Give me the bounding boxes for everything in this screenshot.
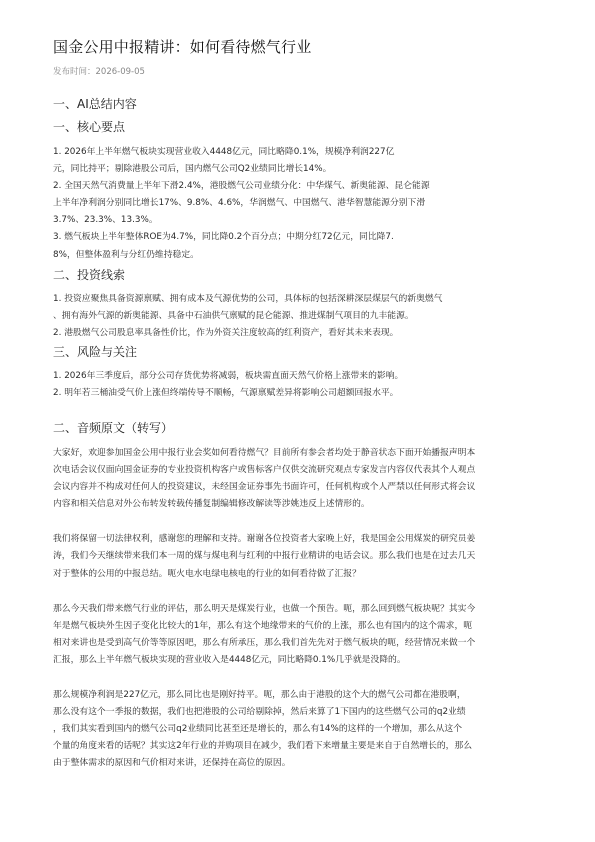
- transcript-line: 那么今天我们带来燃气行业的评估，那么明天是煤炭行业，也做一个预告。呃，那么回到燃气板块呢？其实今: [53, 603, 476, 614]
- key-point-line: 上半年净利润分别同比增长17%、9.8%、4.6%，华润燃气、中国燃气、港华智慧能源分别下滑: [53, 198, 426, 209]
- transcript-line: 对于整体的公用的中报总结。呃火电水电绿电核电的行业的如何看待做了汇报？: [53, 568, 361, 579]
- document-page: [53, 36, 583, 78]
- risks-section: [53, 344, 588, 402]
- transcript-line: 那么规模净利润是227亿元，那么同比也是刚好持平。呃，那么由于港股的这个大的燃气公司都在港股啊，: [53, 690, 466, 701]
- publish-date-value: 2026-09-05: [95, 67, 145, 77]
- transcript-line: 个量的角度来看的话呢？其实这2年行业的并购项目在减少，我们看下来增量主要是来自于自然增长的，那么: [53, 741, 473, 752]
- risks-list: [53, 368, 588, 402]
- investment-line: 2. 港股燃气公司股息率具备性价比，作为外资关注度较高的红利资产，看好其未来表现。: [53, 328, 399, 339]
- transcript-heading: 二、音频原文（转写）: [53, 421, 174, 435]
- key-points-section: [53, 119, 588, 264]
- transcript-line: 我们将保留一切法律权利，感谢您的理解和支持。谢谢各位投资者大家晚上好，我是国金公用煤炭的研究员姜: [53, 534, 476, 545]
- transcript-paragraph: [53, 445, 588, 513]
- transcript-line: 涛，我们今天继续带来我们本一周的煤与煤电利与红利的中报行业精讲的电话会议。那么我们也是在过去几天: [53, 551, 476, 562]
- transcript-line: 相对来讲也是受到高气价等等原因吧，那么有所承压，那么我们首先先对于燃气板块的呃，经营情况来做一个: [53, 637, 476, 648]
- transcript-line: ，我们其实看到国内的燃气公司q2业绩同比甚至还是增长的，那么有14%的这样的一个增加，那么从这个: [53, 724, 463, 735]
- investment-line: 、拥有海外气源的新奥能源、具备中石油供气禀赋的昆仑能源、推进煤制气项目的九丰能源。: [53, 311, 414, 322]
- transcript-section: [53, 420, 588, 773]
- key-points-heading: 一、核心要点: [53, 120, 126, 134]
- key-point-line: 3. 燃气板块上半年整体ROE为4.7%，同比降0.2个百分点；中期分红72亿元，同比降7.: [53, 232, 394, 243]
- transcript-line: 次电话会议仅面向国金证券的专业投资机构客户或售标客户仅供交流研究观点专家发言内容仅代表其个人观点: [53, 465, 476, 476]
- transcript-paragraph: [53, 601, 588, 669]
- transcript-paragraph: [53, 687, 588, 772]
- risk-line: 2. 明年若三桶油受气价上涨但终端传导不顺畅，气源禀赋差异将影响公司超额回报水平。: [53, 388, 399, 399]
- ai-summary-heading: 一、AI总结内容: [53, 97, 137, 111]
- investment-section: [53, 267, 588, 342]
- transcript-line: 年是燃气板块外生因子变化比较大的1年，那么有这个地缘带来的气价的上涨，那么也有国内的这个需求，呃: [53, 620, 473, 631]
- investment-line: 1. 投资应聚焦具备资源禀赋、拥有成本及气源优势的公司，具体标的包括深耕深层煤层气的新奥燃气: [53, 294, 443, 304]
- transcript-line: 由于整体需求的原因和气价相对来讲，还保持在高位的原因。: [53, 758, 291, 769]
- key-point-line: 元，同比持平；剔除港股公司后，国内燃气公司Q2业绩同比增长14%。: [53, 164, 332, 175]
- ai-summary-section: [53, 96, 588, 113]
- transcript-line: 会议内容并不构成对任何人的投资建议，未经国金证券事先书面许可，任何机构或个人严禁以任何形式将会议: [53, 482, 476, 493]
- key-point-line: 2. 全国天然气消费量上半年下滑2.4%，港股燃气公司业绩分化：中华煤气、新奥能源、昆仑能源: [53, 181, 430, 192]
- key-point-line: 3.7%、23.3%、13.3%。: [53, 215, 158, 226]
- transcript-line: 那么没有这个一季报的数据，我们也把港股的公司给剔除掉，然后来算了1下国内的这些燃气公司的q2业绩: [53, 707, 466, 718]
- investment-heading: 二、投资线索: [53, 268, 126, 282]
- transcript-line: 内容和相关信息对外公布转发转载传播复制编辑修改解读等涉姚违反上述情形的。: [53, 499, 370, 510]
- key-points-list: [53, 144, 588, 264]
- risks-heading: 三、风险与关注: [53, 345, 138, 359]
- page-title: 国金公用中报精讲：如何看待燃气行业: [53, 38, 312, 56]
- publish-date-row: [53, 66, 583, 78]
- risk-line: 1. 2026年三季度后，部分公司存货优势将减弱，板块需直面天然气价格上涨带来的影响。: [53, 371, 404, 381]
- transcript-line: 大家好，欢迎参加国金公用中报行业会奖如何看待燃气？目前所有参会者均处于静音状态下面开始播报声明本: [53, 448, 476, 458]
- investment-list: [53, 291, 588, 342]
- key-point-line: 1. 2026年上半年燃气板块实现营业收入4448亿元，同比略降0.1%，规模净利润227亿: [53, 147, 395, 157]
- key-point-line: 8%，但整体盈利与分红仍维持稳定。: [53, 249, 199, 260]
- transcript-paragraph: [53, 531, 588, 582]
- transcript-line: 汇报，那么上半年燃气板块实现的营业收入是4448亿元，同比略降0.1%几乎就是没降的。: [53, 654, 406, 665]
- publish-date-label: 发布时间：: [53, 67, 96, 77]
